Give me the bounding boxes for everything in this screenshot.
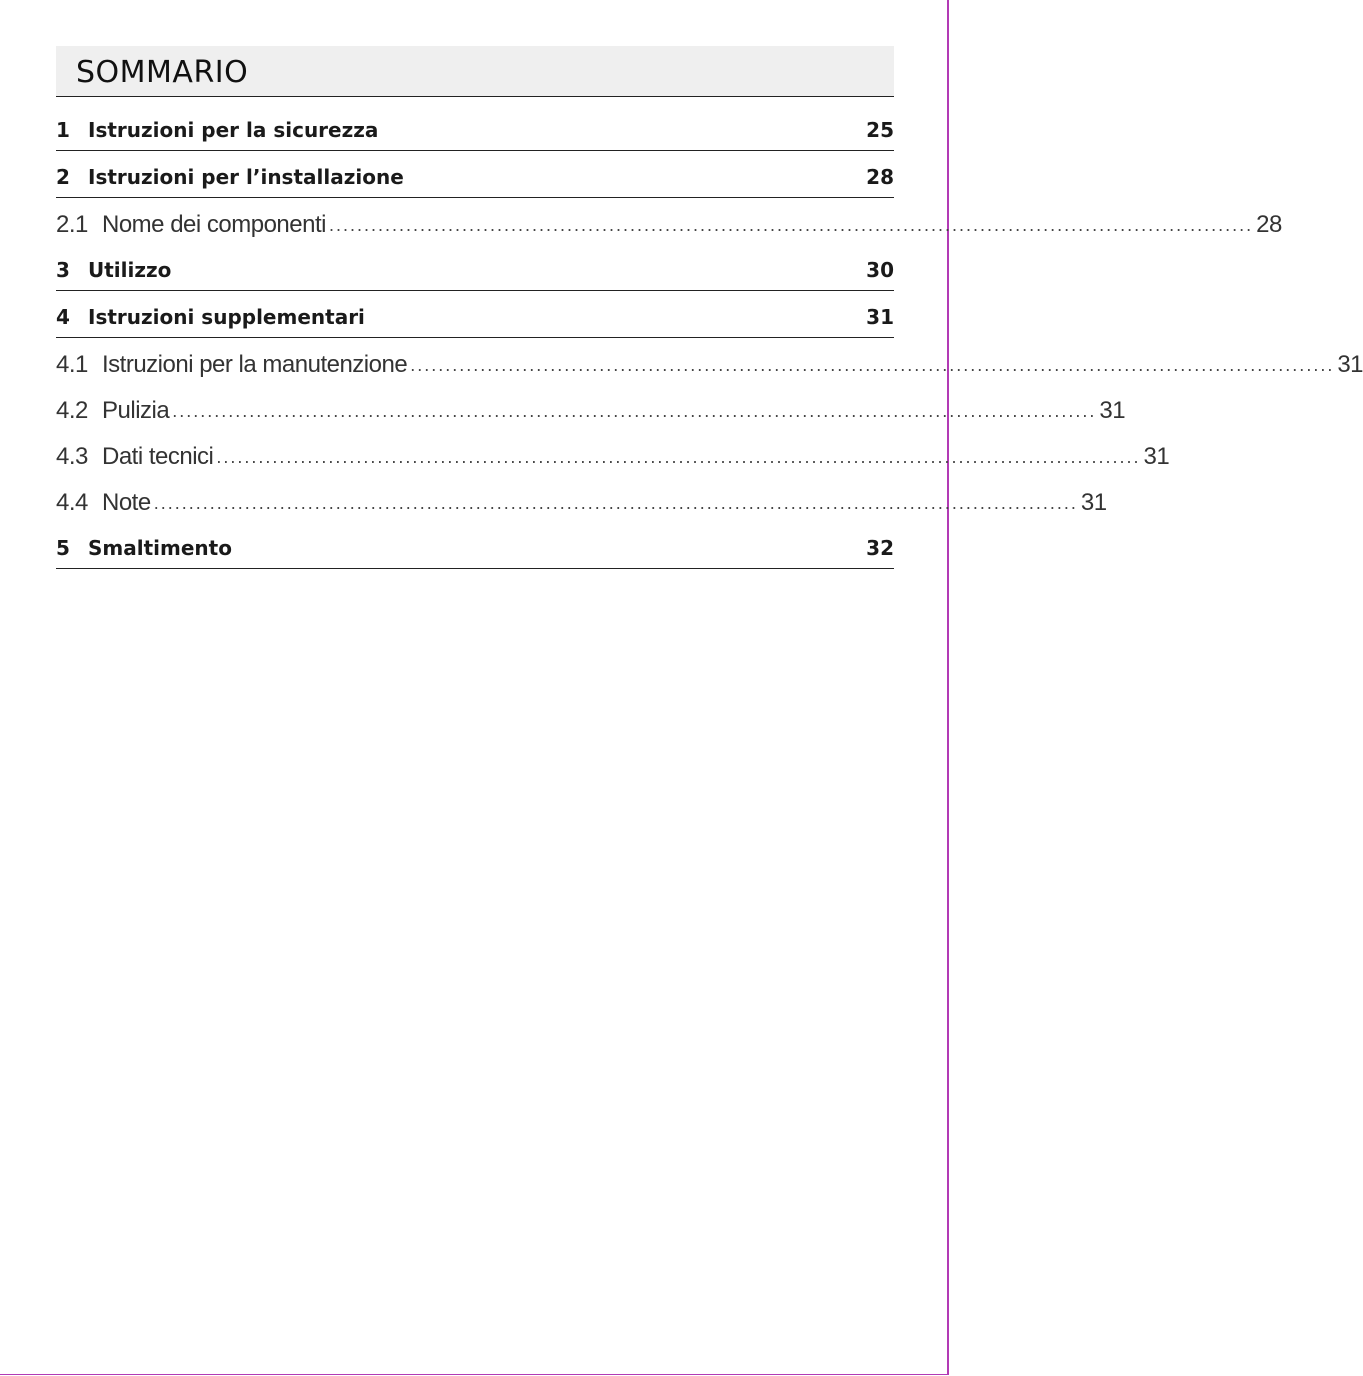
- entry-page: 31: [1337, 351, 1363, 378]
- entry-label: Smaltimento: [88, 536, 232, 560]
- entry-number: 2.1: [56, 211, 88, 238]
- entry-label: Dati tecnici: [102, 443, 214, 470]
- toc-title: SOMMARIO: [76, 54, 249, 90]
- entry-page: 28: [866, 165, 894, 189]
- entry-page: 31: [1143, 443, 1170, 470]
- entry-number: 2: [56, 165, 70, 189]
- entry-label: Istruzioni supplementari: [88, 305, 365, 329]
- toc-section-row[interactable]: [56, 338, 1363, 384]
- entry-number: 1: [56, 118, 70, 142]
- toc-chapter-row[interactable]: [56, 113, 894, 151]
- entry-label: Istruzioni per l’installazione: [88, 165, 404, 189]
- entry-label: Pulizia: [102, 397, 170, 424]
- entry-number: 4.2: [56, 397, 88, 424]
- table-of-contents: [56, 46, 1363, 569]
- entry-label: Utilizzo: [88, 258, 172, 282]
- dot-leader: ....................................................................................................................................: [153, 493, 1078, 513]
- toc-rows: [56, 113, 1363, 569]
- entry-page: 28: [1256, 211, 1282, 238]
- entry-page: 31: [1099, 397, 1126, 424]
- entry-number: 4.4: [56, 489, 88, 516]
- toc-header: [56, 46, 894, 97]
- entry-page: 32: [866, 536, 894, 560]
- entry-number: 4.3: [56, 443, 88, 470]
- dot-leader: ....................................................................................................................................: [410, 355, 1335, 375]
- entry-number: 4: [56, 305, 70, 329]
- entry-label: Nome dei componenti: [102, 211, 326, 238]
- entry-number: 5: [56, 536, 70, 560]
- entry-number: 4.1: [56, 351, 88, 378]
- entry-label: Istruzioni per la manutenzione: [102, 351, 408, 378]
- toc-section-row[interactable]: [56, 198, 1282, 244]
- entry-page: 30: [866, 258, 894, 282]
- toc-section-row[interactable]: [56, 430, 1170, 476]
- entry-number: 3: [56, 258, 70, 282]
- dot-leader: ....................................................................................................................................: [172, 401, 1097, 421]
- toc-chapter-row[interactable]: [56, 244, 894, 291]
- toc-section-row[interactable]: [56, 384, 1126, 430]
- entry-page: 31: [1080, 489, 1107, 516]
- dot-leader: ....................................................................................................................................: [216, 447, 1141, 467]
- entry-page: 25: [866, 118, 894, 142]
- entry-label: Istruzioni per la sicurezza: [88, 118, 379, 142]
- toc-chapter-row[interactable]: [56, 291, 894, 338]
- toc-section-row[interactable]: [56, 476, 1107, 522]
- dot-leader: ....................................................................................................................................: [328, 215, 1254, 235]
- entry-label: Note: [102, 489, 151, 516]
- entry-page: 31: [866, 305, 894, 329]
- toc-chapter-row[interactable]: [56, 151, 894, 198]
- toc-chapter-row[interactable]: [56, 522, 894, 569]
